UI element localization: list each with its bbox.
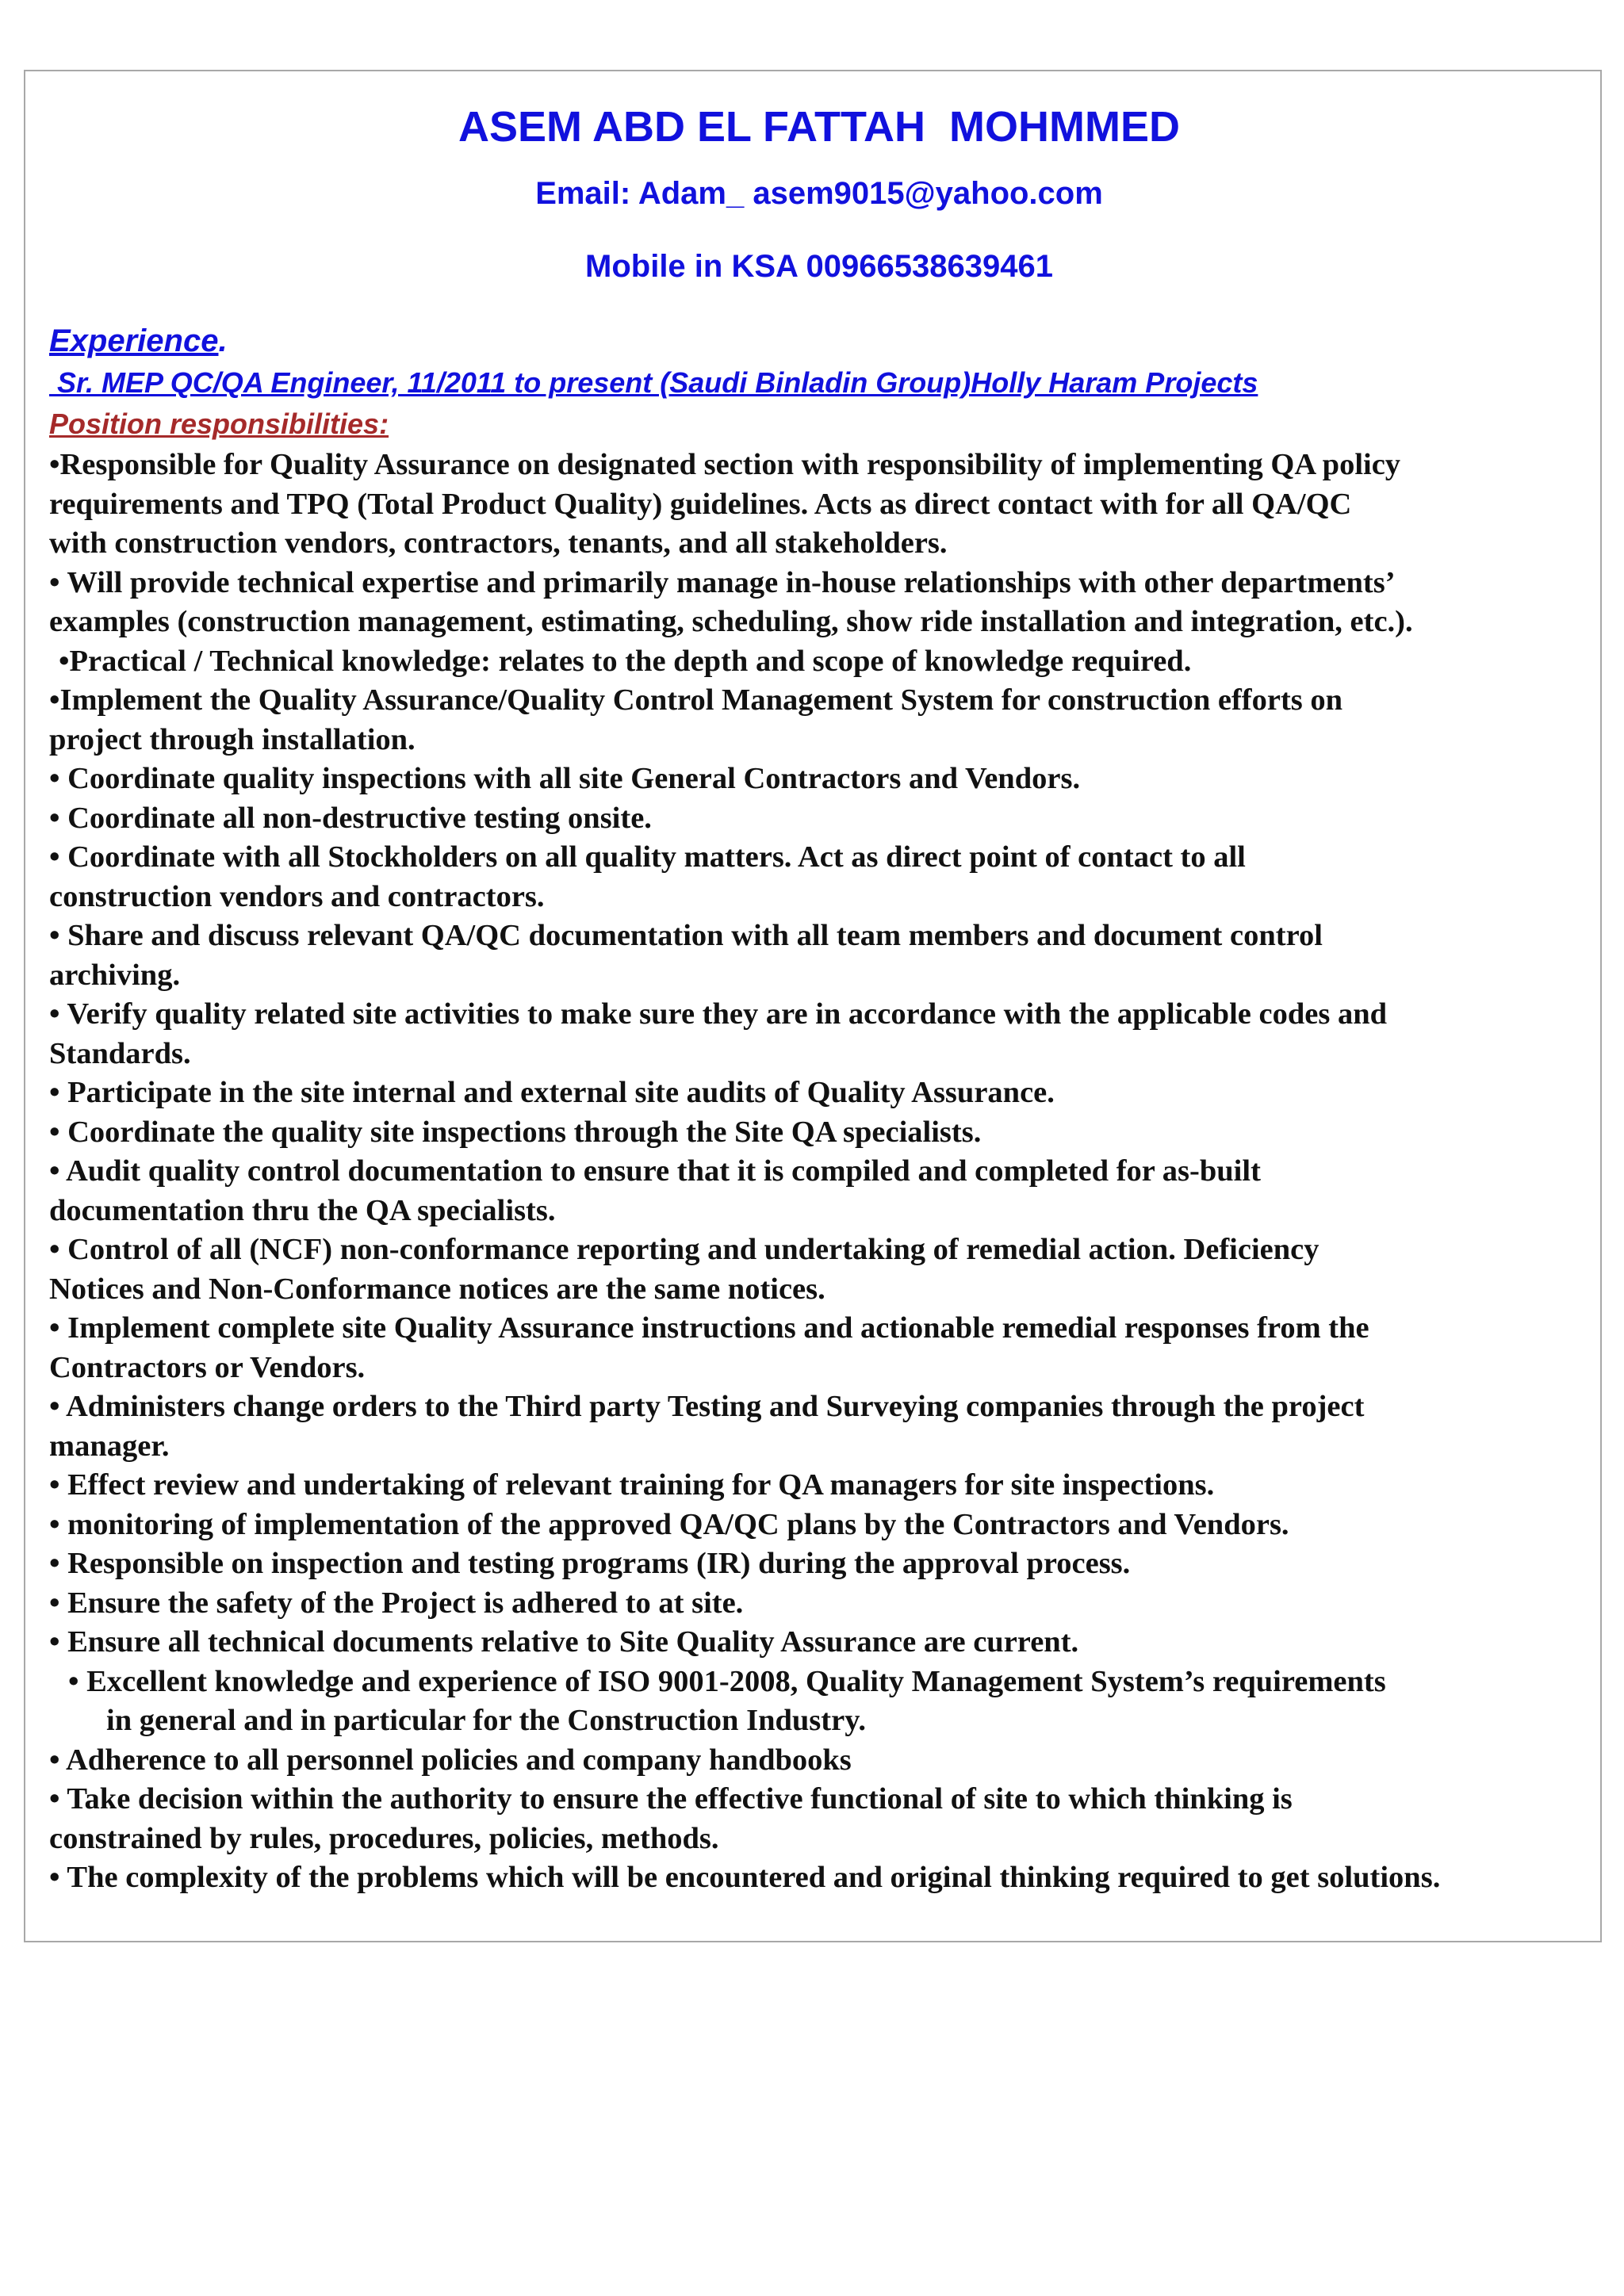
responsibility-item: • Will provide technical expertise and primarily manage in-house relationships with other departments’ examples (construction management, estimating, scheduling, show ride installation and integration, etc.). (49, 565, 1413, 638)
responsibility-item: • Ensure the safety of the Project is adhered to at site. (49, 1586, 744, 1620)
responsibility-item: • Administers change orders to the Third party Testing and Surveying companies through the project manager. (49, 1390, 1365, 1463)
candidate-name: ASEM ABD EL FATTAH MOHMMED (458, 103, 1180, 151)
responsibility-item: • Coordinate all non-destructive testing onsite. (49, 801, 652, 835)
responsibility-item: •Responsible for Quality Assurance on designated section with responsibility of implementing QA policy requirements and TPQ (Total Product Quality) guidelines. Acts as direct contact with for all QA/QC with construction vendors, contractors, tenants, and all stakeholders. (49, 448, 1401, 560)
position-title: Sr. MEP QC/QA Engineer, 11/2011 to present (Saudi Binladin Group)Holly Haram Projects (49, 366, 1258, 399)
responsibility-item: • Coordinate with all Stockholders on all quality matters. Act as direct point of contact to all construction vendors and contractors. (49, 840, 1246, 913)
mobile-line: Mobile in KSA 00966538639461 (585, 249, 1053, 284)
responsibility-item: • Take decision within the authority to ensure the effective functional of site to which thinking is constrained by rules, procedures, policies, methods. (49, 1782, 1293, 1855)
responsibility-item: •Practical / Technical knowledge: relates to the depth and scope of knowledge required. (59, 644, 1192, 678)
responsibility-item: • Coordinate quality inspections with all site General Contractors and Vendors. (49, 762, 1081, 795)
responsibility-item: • Ensure all technical documents relative to Site Quality Assurance are current. (49, 1625, 1079, 1659)
responsibility-item: • Audit quality control documentation to ensure that it is compiled and completed for as-built documentation thru the QA specialists. (49, 1154, 1261, 1227)
responsibility-item: • monitoring of implementation of the approved QA/QC plans by the Contractors and Vendors. (49, 1507, 1289, 1541)
responsibility-item: • Control of all (NCF) non-conformance reporting and undertaking of remedial action. Deficiency Notices and Non-Conformance notices are the same notices. (49, 1233, 1320, 1306)
responsibility-item: • Participate in the site internal and external site audits of Quality Assurance. (49, 1076, 1055, 1109)
responsibility-item-iso (49, 1663, 1589, 1741)
responsibility-item: • Adherence to all personnel policies and company handbooks (49, 1743, 852, 1777)
iso-line-2: in general and in particular for the Construction Industry. (106, 1704, 866, 1737)
experience-heading-text: Experience (49, 323, 219, 358)
resume-content (49, 95, 1589, 1898)
experience-heading (49, 320, 1589, 362)
responsibility-item: • Responsible on inspection and testing programs (IR) during the approval process. (49, 1547, 1131, 1580)
responsibility-item: • Verify quality related site activities to make sure they are in accordance with the applicable codes and Standards. (49, 997, 1388, 1070)
responsibility-item: • Coordinate the quality site inspections through the Site QA specialists. (49, 1115, 982, 1149)
responsibility-item: • Implement complete site Quality Assurance instructions and actionable remedial responses from the Contractors or Vendors. (49, 1311, 1369, 1384)
responsibility-item: • Share and discuss relevant QA/QC documentation with all team members and document control archiving. (49, 919, 1323, 992)
email-line: Email: Adam_ asem9015@yahoo.com (535, 176, 1103, 211)
responsibilities-heading: Position responsibilities: (49, 408, 389, 440)
responsibility-item: •Implement the Quality Assurance/Quality Control Management System for construction efforts on project through installation. (49, 683, 1343, 756)
responsibility-item: • The complexity of the problems which will be encountered and original thinking required to get solutions. (49, 1861, 1441, 1894)
responsibility-item: • Effect review and undertaking of relevant training for QA managers for site inspections. (49, 1468, 1215, 1502)
iso-line-1: • Excellent knowledge and experience of ISO 9001-2008, Quality Management System’s requirements (68, 1664, 1386, 1698)
responsibilities-list (49, 446, 1589, 1898)
experience-heading-suffix: . (218, 323, 228, 358)
